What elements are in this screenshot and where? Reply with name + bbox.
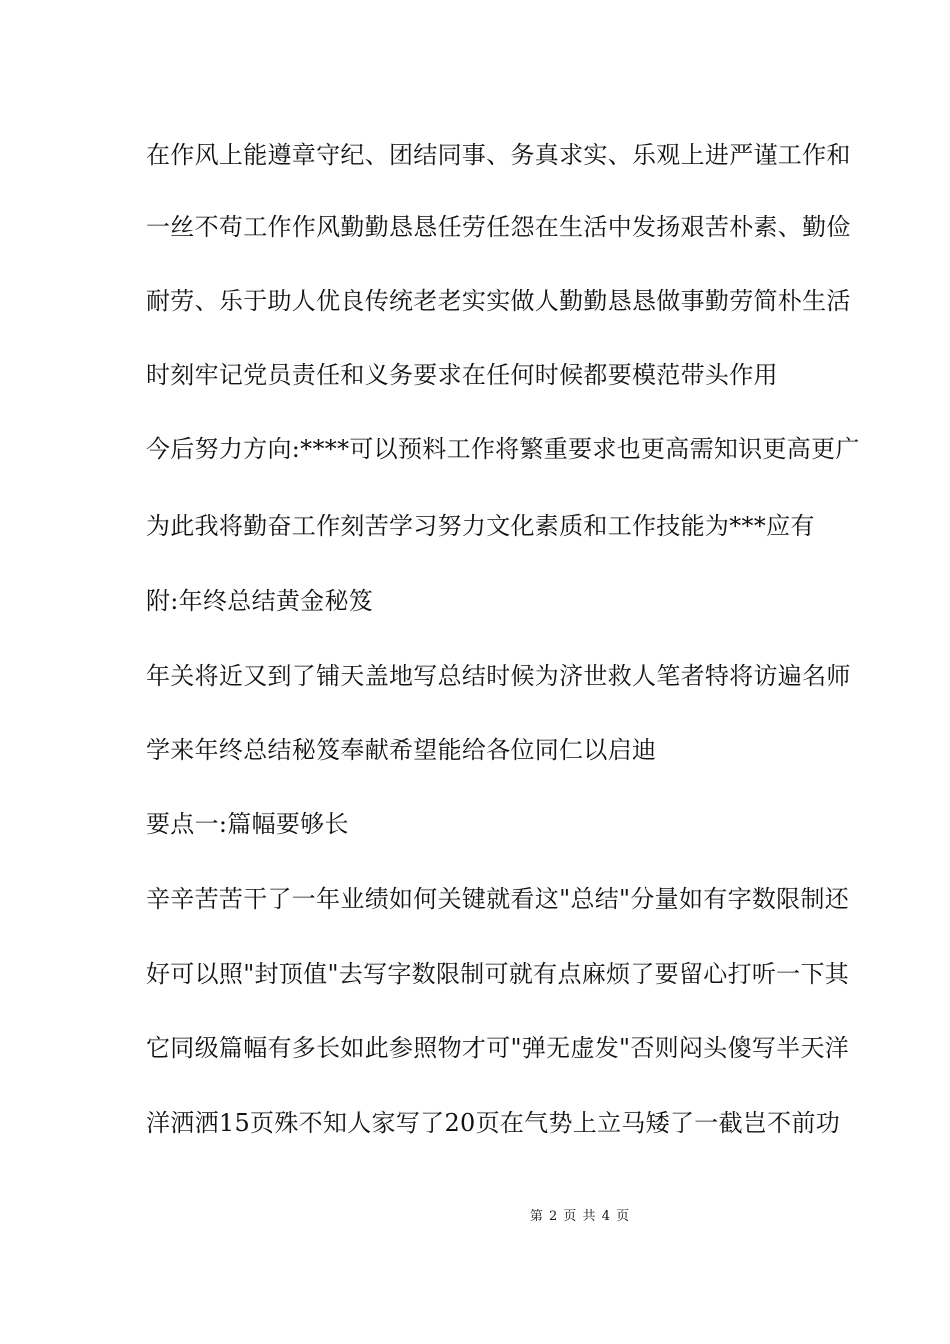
- text-line: 一丝不苟工作作风勤勤恳恳任劳任怨在生活中发扬艰苦朴素、勤俭: [146, 213, 851, 241]
- text-line: 年关将近又到了铺天盖地写总结时候为济世救人笔者特将访遍名师: [146, 662, 851, 690]
- text-line: 为此我将勤奋工作刻苦学习努力文化素质和工作技能为***应有: [146, 512, 815, 540]
- section-heading: 要点一:篇幅要够长: [146, 810, 349, 838]
- text-line: 学来年终总结秘笈奉献希望能给各位同仁以启迪: [146, 736, 657, 764]
- text-line: 在作风上能遵章守纪、团结同事、务真求实、乐观上进严谨工作和: [146, 141, 851, 169]
- page-number-footer: 第 2 页 共 4 页: [529, 1209, 631, 1224]
- text-line: 耐劳、乐于助人优良传统老老实实做人勤勤恳恳做事勤劳简朴生活: [146, 287, 851, 315]
- text-line: 洋洒洒15页殊不知人家写了20页在气势上立马矮了一截岂不前功: [146, 1109, 841, 1137]
- text-line: 时刻牢记党员责任和义务要求在任何时候都要模范带头作用: [146, 361, 778, 389]
- text-line: 好可以照"封顶值"去写字数限制可就有点麻烦了要留心打听一下其: [146, 960, 850, 988]
- text-line: 今后努力方向:****可以预料工作将繁重要求也更高需知识更高更广: [146, 435, 860, 463]
- section-heading: 附:年终总结黄金秘笈: [146, 587, 374, 615]
- text-line: 辛辛苦苦干了一年业绩如何关键就看这"总结"分量如有字数限制还: [146, 885, 850, 913]
- text-line: 它同级篇幅有多长如此参照物才可"弹无虚发"否则闷头傻写半天洋: [146, 1034, 850, 1062]
